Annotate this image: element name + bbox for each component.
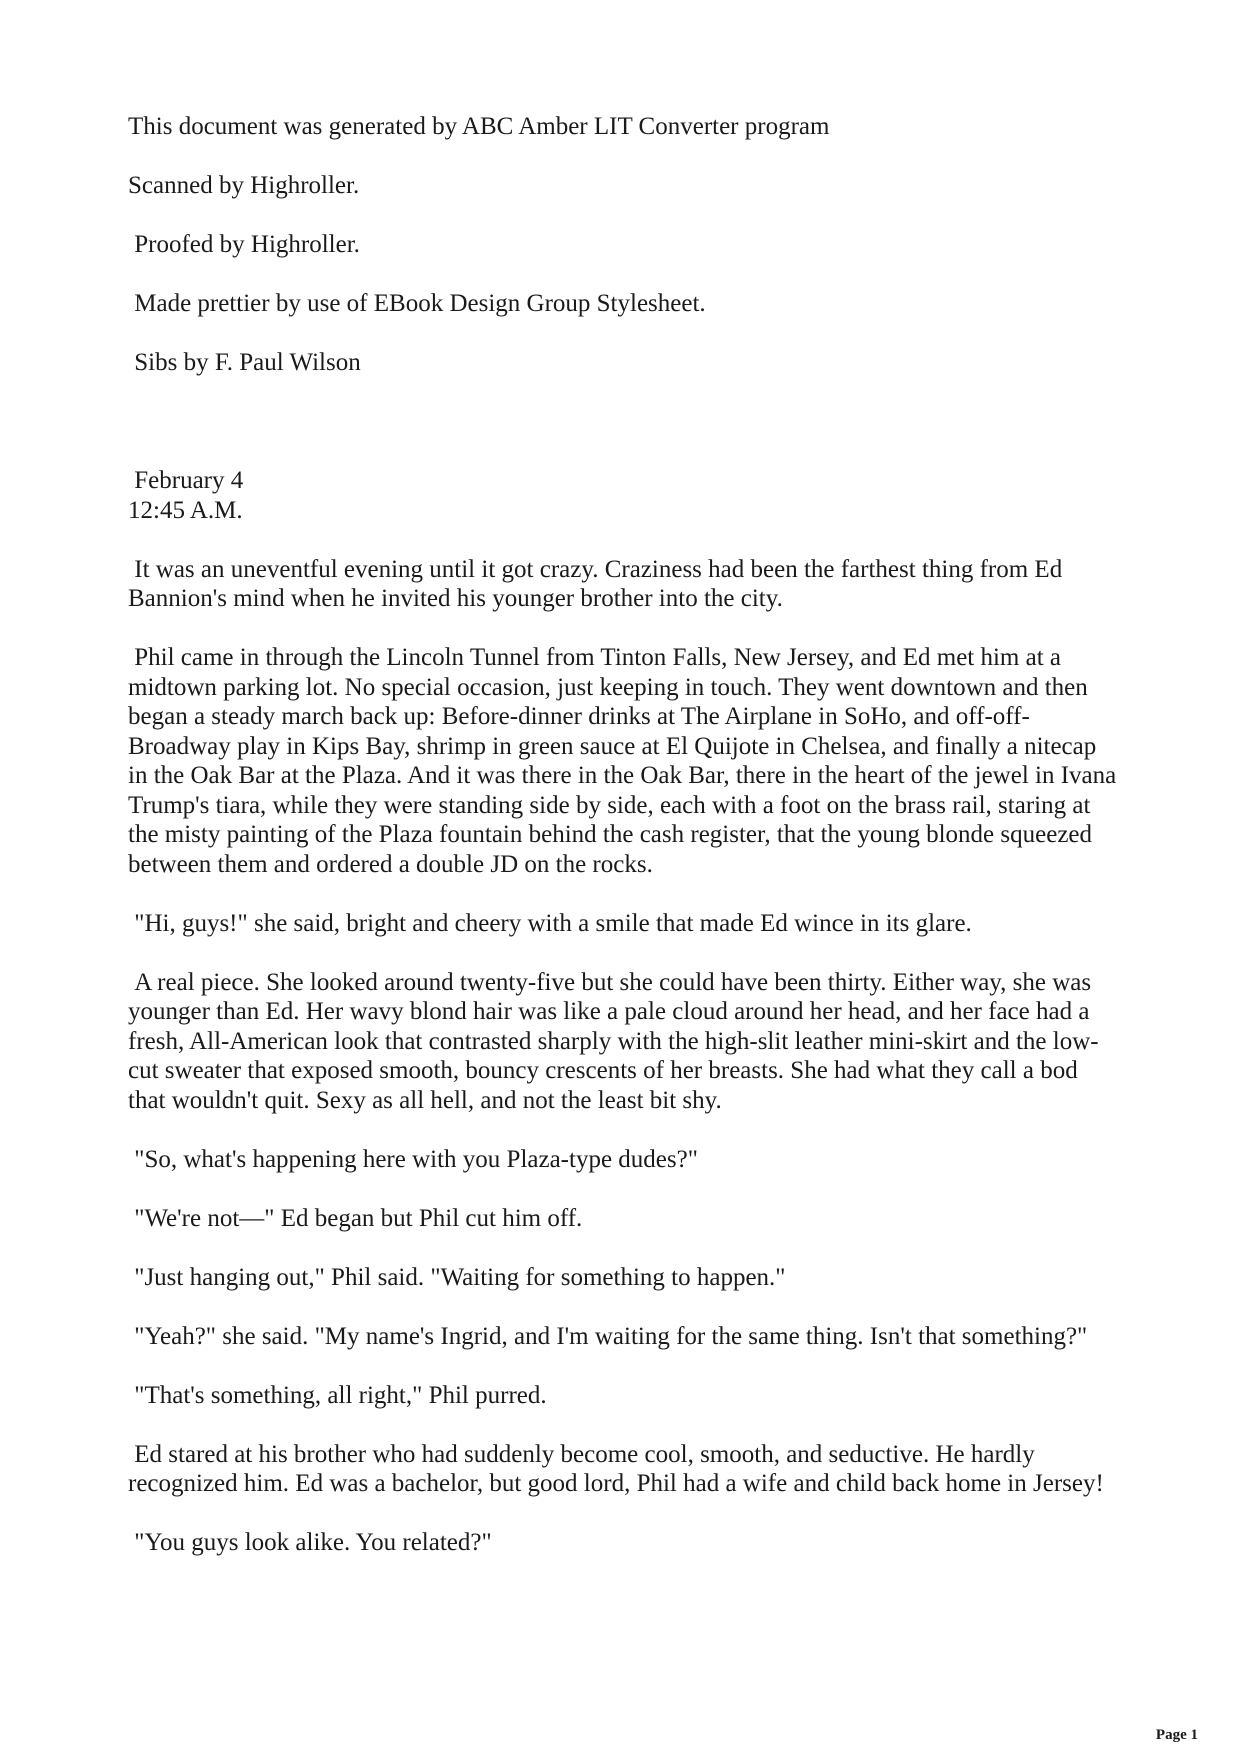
paragraph: "Just hanging out," Phil said. "Waiting for something to happen." bbox=[128, 1263, 786, 1291]
page-number: Page 1 bbox=[1155, 1727, 1198, 1743]
scanned-credit: Scanned by Highroller. bbox=[128, 172, 360, 199]
dateline-date: February 4 bbox=[128, 467, 244, 494]
paragraph: "That's something, all right," Phil purred. bbox=[128, 1381, 547, 1409]
paragraph: Ed stared at his brother who had suddenly become cool, smooth, and seductive. He hardly recognized him. Ed was a bachelor, but good lord, Phil had a wife and child back home in Jersey! bbox=[128, 1440, 1104, 1497]
paragraph: It was an uneventful evening until it got crazy. Craziness had been the farthest thing from Ed Bannion's mind when he invited his younger brother into the city. bbox=[128, 555, 1069, 612]
paragraph: "So, what's happening here with you Plaza-type dudes?" bbox=[128, 1145, 698, 1173]
paragraph: "Yeah?" she said. "My name's Ingrid, and I'm waiting for the same thing. Isn't that something?" bbox=[128, 1322, 1088, 1350]
section-spacer bbox=[128, 407, 1118, 466]
paragraph: A real piece. She looked around twenty-five but she could have been thirty. Either way, she was younger than Ed. Her wavy blond hair was like a pale cloud around her head, and her face had a fresh, All-American look that contrasted sharply with the high-slit leather mini-skirt and the low-cut sweater that exposed smooth, bouncy crescents of her breasts. She had what they call a bod that wouldn't quit. Sexy as all hell, and not the least bit shy. bbox=[128, 968, 1099, 1114]
proofed-credit: Proofed by Highroller. bbox=[128, 231, 360, 258]
paragraph: "You guys look alike. You related?" bbox=[128, 1529, 492, 1556]
paragraph: "Hi, guys!" she said, bright and cheery with a smile that made Ed wince in its glare. bbox=[128, 909, 972, 937]
generator-notice: This document was generated by ABC Amber LIT Converter program bbox=[128, 113, 830, 140]
dateline-time: 12:45 A.M. bbox=[128, 496, 243, 524]
paragraph: Phil came in through the Lincoln Tunnel from Tinton Falls, New Jersey, and Ed met him at a midtown parking lot. No special occasion, just keeping in touch. They went downtown and then began a steady march back up: Before-dinner drinks at The Airplane in SoHo, and off-off-Broadway play in Kips Bay, shrimp in green sauce at El Quijote in Chelsea, and finally a nitecap in the Oak Bar at the Plaza. And it was there in the Oak Bar, there in the heart of the jewel in Ivana Trump's tiara, while they were standing side by side, each with a foot on the brass rail, staring at the misty painting of the Plaza fountain behind the cash register, that the young blonde squeezed between them and ordered a double JD on the rocks. bbox=[128, 644, 1123, 878]
paragraph: "We're not—" Ed began but Phil cut him off. bbox=[128, 1204, 583, 1232]
stylesheet-credit: Made prettier by use of EBook Design Group Stylesheet. bbox=[128, 290, 706, 317]
story-title: Sibs by F. Paul Wilson bbox=[128, 349, 361, 376]
dateline bbox=[128, 466, 1118, 525]
document-body bbox=[128, 112, 1123, 1587]
